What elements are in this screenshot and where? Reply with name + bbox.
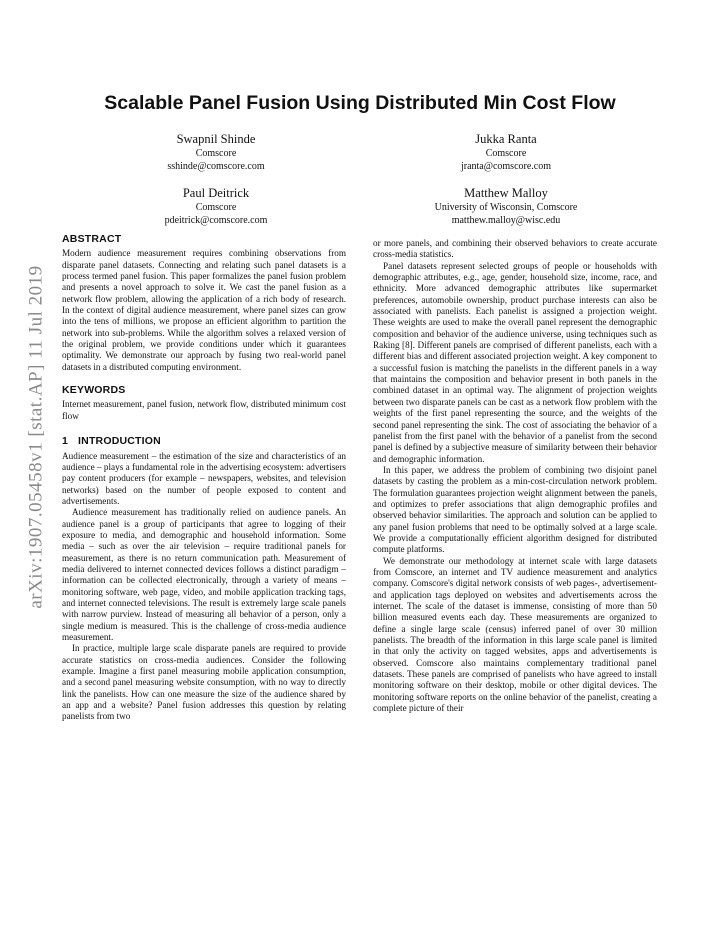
section-title: INTRODUCTION <box>78 435 161 448</box>
author-affiliation: University of Wisconsin, Comscore <box>434 202 578 213</box>
left-column <box>62 234 346 723</box>
author-email: jranta@comscore.com <box>460 161 551 172</box>
author-name: Swapnil Shinde <box>176 132 256 146</box>
arxiv-id-text: arXiv:1907.05458v1 [stat.AP] 11 Jul 2019 <box>26 265 47 609</box>
author-block-malloy <box>376 185 636 227</box>
author-email: pdeitrick@comscore.com <box>164 215 268 226</box>
author-name: Jukka Ranta <box>475 132 537 146</box>
intro-paragraph-2: Audience measurement has traditionally relied on audience panels. An audience panel is a group of participants that agree to logging of their exposure to media, and demographic and household information. Some media – such as over the air television – require traditional panels for measurement, as there is no return communication path. Measurement of media delivered to internet connected devices follows a distinct paradigm – information can be collected electronically, through a variety of means – monitoring software, web page, video, and mobile application tracking tags, and internet connected televisions. The result is extremely large scale panels with narrow purview. Instead of measuring all behavior of a person, only a single medium is measured. This is the challenge of cross-media audience measurement. <box>62 507 346 642</box>
author-affiliation: Comscore <box>485 148 527 159</box>
keywords-text: Internet measurement, panel fusion, network flow, distributed minimum cost flow <box>62 399 346 421</box>
abstract-heading: ABSTRACT <box>62 233 122 245</box>
keywords-heading: KEYWORDS <box>62 384 126 397</box>
intro-paragraph-6: We demonstrate our methodology at internet scale with large datasets from Comscore, an internet and TV audience measurement and analytics company. Comscore's digital network consists of web pages-, advertisement- and application tags deployed on websites and advertisements across the internet. The scale of the dataset is immense, consisting of more than 50 billion measured events each day. These measurements are organized to define a single large scale (census) inferred panel of over 30 million panelists. The breadth of the information in this large scale panel is limited in that only the activity on tagged websites, apps and advertisements is observed. Comscore also maintains complementary traditional panel datasets. These panels are comprised of panelists who have agreed to install monitoring software on their desktop, mobile or other digital devices. The monitoring software reports on the online behavior of the panelist, creating a complete picture of their <box>373 555 657 714</box>
intro-paragraph-1: Audience measurement – the estimation of the size and characteristics of an audience – plays a fundamental role in the advertising ecosystem: advertisers pay content producers (for example – newspapers, websites, and television networks) based on the number of people exposed to content and advertisements. <box>62 450 346 506</box>
introduction-heading <box>62 436 346 447</box>
intro-paragraph-continued: or more panels, and combining their observed behaviors to create accurate cross-media statistics. <box>373 238 657 260</box>
intro-paragraph-5: In this paper, we address the problem of combining two disjoint panel datasets by casting the problem as a min-cost-circulation network problem. The formulation guarantees projection weight alignment between the panels, and optimizes to prefer associations that align demographic profiles and observed behavior similarities. The approach and solution can be applied to any panel fusion problems that need to be optimally solved at a large scale. We provide a computationally efficient algorithm designed for distributed compute platforms. <box>373 464 657 555</box>
author-email: sshinde@comscore.com <box>167 161 265 172</box>
abstract-text: Modern audience measurement requires combining observations from disparate panel datasets. Connecting and relating such panel datasets is a process termed panel fusion. This paper formalizes the panel fusion problem and presents a novel approach to solve it. We cast the panel fusion as a network flow problem, allowing the application of a rich body of research. In the context of digital audience measurement, where panel sizes can grow into the tens of millions, we propose an efficient algorithm to partition the network into sub-problems. While the algorithm solves a relaxed version of the original problem, we provide conditions under which it guarantees optimality. We demonstrate our approach by fusing two real-world panel datasets in a distributed computing environment. <box>62 248 346 372</box>
author-name: Matthew Malloy <box>464 186 548 200</box>
author-name: Paul Deitrick <box>182 186 250 200</box>
author-block-shinde <box>86 131 346 173</box>
intro-paragraph-4: Panel datasets represent selected groups of people or households with demographic attributes, e.g., age, gender, household size, income, race, and ethnicity. More advanced demographic attributes like supermarket preferences, automobile ownership, product purchase interests can also be associated with panelists. Each panelist is assigned a projection weight. These weights are used to make the overall panel represent the demographic composition and behavior of the audience universe, using techniques such as Raking [8]. Different panels are comprised of different panelists, each with a different bias and different associated projection weight. A key component to a successful fusion is matching the panelists in the different panels in a way that maintains the composition and behavior present in both panels in the combined dataset in an optimal way. The alignment of projection weights between two disparate panels can be cast as a network flow problem with the weights of the first panel representing the source, and the weights of the second panel representing the sink. The cost of associating the behavior of a panelist from the first panel with the behavior of a panelist from the second panel is defined by a subjective measure of similarity between their behavior and demographic information. <box>373 260 657 464</box>
paper-title: Scalable Panel Fusion Using Distributed Min Cost Flow <box>104 92 616 114</box>
author-affiliation: Comscore <box>195 148 237 159</box>
author-block-deitrick <box>86 185 346 227</box>
right-column <box>373 238 657 714</box>
intro-paragraph-3: In practice, multiple large scale disparate panels are required to provide accurate statistics on cross-media audiences. Consider the following example. Imagine a first panel measuring mobile application consumption, and a second panel measuring website consumption, with no way to directly link the panelists. How can one measure the size of the audience shared by an app and a website? Panel fusion addresses this question by relating panelists from two <box>62 643 346 722</box>
arxiv-identifier-margin <box>22 232 52 642</box>
author-affiliation: Comscore <box>195 202 237 213</box>
author-email: matthew.malloy@wisc.edu <box>451 215 561 226</box>
author-block-ranta <box>376 131 636 173</box>
section-number: 1 <box>62 435 69 448</box>
